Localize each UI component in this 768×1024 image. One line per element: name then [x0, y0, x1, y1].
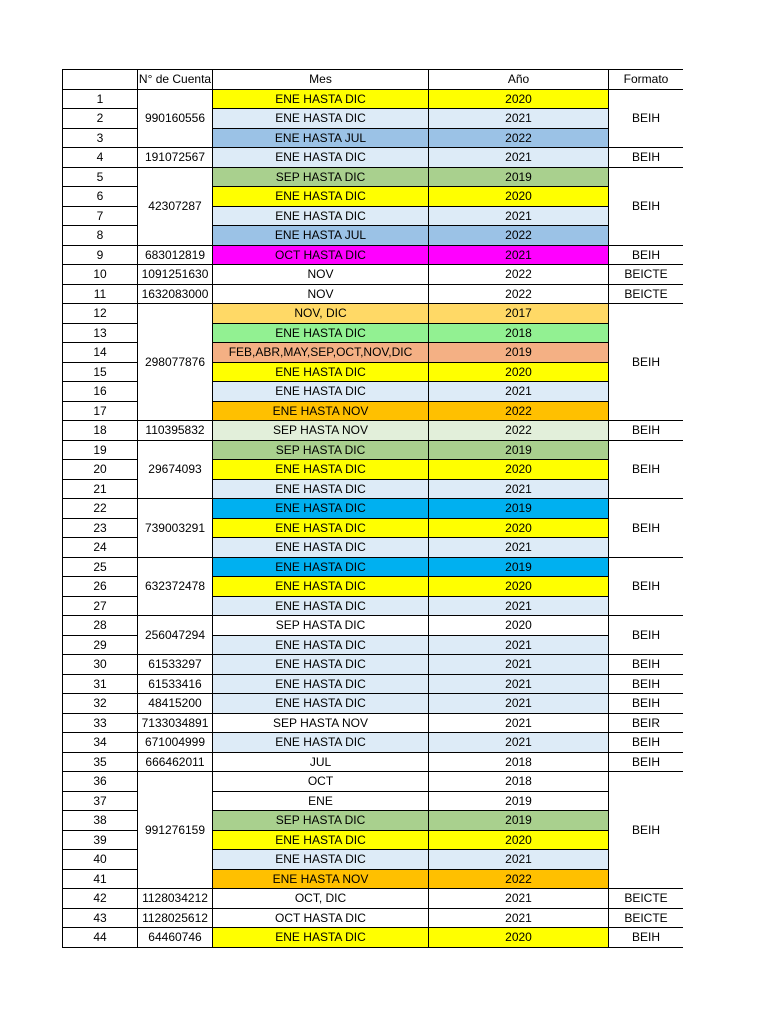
mes-cell[interactable]: SEP HASTA DIC [213, 167, 429, 187]
mes-cell[interactable]: ENE HASTA DIC [213, 538, 429, 558]
cuenta-cell[interactable]: 256047294 [138, 616, 213, 655]
row-number-cell[interactable]: 44 [63, 928, 138, 948]
formato-cell[interactable]: BEICTE [609, 889, 684, 909]
mes-cell[interactable]: ENE HASTA DIC [213, 109, 429, 129]
anio-cell[interactable]: 2021 [429, 538, 609, 558]
row-number-cell[interactable]: 26 [63, 577, 138, 597]
anio-cell[interactable]: 2020 [429, 830, 609, 850]
mes-cell[interactable]: ENE HASTA DIC [213, 577, 429, 597]
anio-cell[interactable]: 2022 [429, 869, 609, 889]
anio-cell[interactable]: 2021 [429, 382, 609, 402]
mes-cell[interactable]: NOV, DIC [213, 304, 429, 324]
table-row [63, 421, 684, 441]
header-row [63, 70, 684, 90]
anio-cell[interactable]: 2021 [429, 635, 609, 655]
anio-cell[interactable]: 2022 [429, 401, 609, 421]
anio-cell[interactable]: 2019 [429, 440, 609, 460]
row-number-cell[interactable]: 2 [63, 109, 138, 129]
cuenta-cell[interactable]: 990160556 [138, 89, 213, 148]
mes-cell[interactable]: ENE HASTA DIC [213, 596, 429, 616]
anio-cell[interactable]: 2021 [429, 908, 609, 928]
row-number-cell[interactable]: 24 [63, 538, 138, 558]
mes-cell[interactable]: ENE HASTA DIC [213, 148, 429, 168]
anio-cell[interactable]: 2020 [429, 460, 609, 480]
table-row [63, 908, 684, 928]
header-formato[interactable]: Formato [609, 70, 684, 90]
anio-cell[interactable]: 2020 [429, 577, 609, 597]
row-number-cell[interactable]: 3 [63, 128, 138, 148]
row-number-cell[interactable]: 4 [63, 148, 138, 168]
mes-cell[interactable]: JUL [213, 752, 429, 772]
mes-cell[interactable]: ENE HASTA DIC [213, 733, 429, 753]
formato-cell[interactable]: BEIH [609, 148, 684, 168]
row-number-cell[interactable]: 10 [63, 265, 138, 285]
formato-cell[interactable]: BEICTE [609, 284, 684, 304]
row-number-cell[interactable]: 13 [63, 323, 138, 343]
anio-cell[interactable]: 2020 [429, 518, 609, 538]
formato-cell[interactable]: BEIH [609, 655, 684, 675]
row-number-cell[interactable]: 42 [63, 889, 138, 909]
mes-cell[interactable]: ENE HASTA DIC [213, 557, 429, 577]
anio-cell[interactable]: 2017 [429, 304, 609, 324]
anio-cell[interactable]: 2019 [429, 557, 609, 577]
formato-cell[interactable]: BEICTE [609, 265, 684, 285]
anio-cell[interactable]: 2021 [429, 655, 609, 675]
row-number-cell[interactable]: 32 [63, 694, 138, 714]
anio-cell[interactable]: 2022 [429, 421, 609, 441]
table-row [63, 148, 684, 168]
cuenta-cell[interactable]: 29674093 [138, 440, 213, 499]
row-number-cell[interactable]: 31 [63, 674, 138, 694]
row-number-cell[interactable]: 43 [63, 908, 138, 928]
row-number-cell[interactable]: 19 [63, 440, 138, 460]
formato-cell[interactable]: BEIH [609, 245, 684, 265]
mes-cell[interactable]: ENE HASTA DIC [213, 382, 429, 402]
mes-cell[interactable]: ENE [213, 791, 429, 811]
anio-cell[interactable]: 2022 [429, 226, 609, 246]
formato-cell[interactable]: BEIH [609, 694, 684, 714]
anio-cell[interactable]: 2020 [429, 616, 609, 636]
mes-cell[interactable]: SEP HASTA NOV [213, 713, 429, 733]
table-body [63, 89, 684, 947]
formato-cell[interactable]: BEIH [609, 752, 684, 772]
row-number-cell[interactable]: 22 [63, 499, 138, 519]
row-number-cell[interactable]: 18 [63, 421, 138, 441]
anio-cell[interactable]: 2021 [429, 206, 609, 226]
row-number-cell[interactable]: 37 [63, 791, 138, 811]
mes-cell[interactable]: ENE HASTA DIC [213, 187, 429, 207]
mes-cell[interactable]: SEP HASTA DIC [213, 440, 429, 460]
header-cuenta[interactable]: N° de Cuenta [138, 70, 213, 90]
table-row [63, 694, 684, 714]
formato-cell[interactable]: BEIH [609, 616, 684, 655]
mes-cell[interactable]: ENE HASTA DIC [213, 518, 429, 538]
row-number-cell[interactable]: 29 [63, 635, 138, 655]
cuenta-cell[interactable]: 7133034891 [138, 713, 213, 733]
row-number-cell[interactable]: 20 [63, 460, 138, 480]
anio-cell[interactable]: 2019 [429, 499, 609, 519]
formato-cell[interactable]: BEIR [609, 713, 684, 733]
mes-cell[interactable]: ENE HASTA DIC [213, 655, 429, 675]
anio-cell[interactable]: 2021 [429, 148, 609, 168]
cuenta-cell[interactable]: 61533416 [138, 674, 213, 694]
table-row [63, 167, 684, 187]
row-number-cell[interactable]: 5 [63, 167, 138, 187]
anio-cell[interactable]: 2018 [429, 772, 609, 792]
mes-cell[interactable]: ENE HASTA DIC [213, 323, 429, 343]
row-number-cell[interactable]: 39 [63, 830, 138, 850]
mes-cell[interactable]: FEB,ABR,MAY,SEP,OCT,NOV,DIC [213, 343, 429, 363]
row-number-cell[interactable]: 1 [63, 89, 138, 109]
anio-cell[interactable]: 2019 [429, 811, 609, 831]
mes-cell[interactable]: ENE HASTA NOV [213, 401, 429, 421]
mes-cell[interactable]: ENE HASTA DIC [213, 635, 429, 655]
anio-cell[interactable]: 2019 [429, 791, 609, 811]
mes-cell[interactable]: ENE HASTA DIC [213, 928, 429, 948]
formato-cell[interactable]: BEIH [609, 772, 684, 889]
table-row [63, 752, 684, 772]
anio-cell[interactable]: 2019 [429, 167, 609, 187]
mes-cell[interactable]: NOV [213, 284, 429, 304]
mes-cell[interactable]: ENE HASTA JUL [213, 226, 429, 246]
row-number-cell[interactable]: 7 [63, 206, 138, 226]
formato-cell[interactable]: BEIH [609, 304, 684, 421]
cuenta-cell[interactable]: 61533297 [138, 655, 213, 675]
table-row [63, 674, 684, 694]
row-number-cell[interactable]: 9 [63, 245, 138, 265]
anio-cell[interactable]: 2019 [429, 343, 609, 363]
header-mes[interactable]: Mes [213, 70, 429, 90]
anio-cell[interactable]: 2021 [429, 674, 609, 694]
row-number-cell[interactable]: 27 [63, 596, 138, 616]
anio-cell[interactable]: 2021 [429, 596, 609, 616]
mes-cell[interactable]: ENE HASTA DIC [213, 694, 429, 714]
mes-cell[interactable]: ENE HASTA DIC [213, 89, 429, 109]
cuenta-cell[interactable]: 191072567 [138, 148, 213, 168]
cuenta-cell[interactable]: 666462011 [138, 752, 213, 772]
table-row [63, 245, 684, 265]
cuenta-cell[interactable]: 671004999 [138, 733, 213, 753]
table-row [63, 557, 684, 577]
cuenta-cell[interactable]: 739003291 [138, 499, 213, 558]
formato-cell[interactable]: BEIH [609, 499, 684, 558]
mes-cell[interactable]: OCT [213, 772, 429, 792]
mes-cell[interactable]: OCT, DIC [213, 889, 429, 909]
table-row [63, 284, 684, 304]
table-row [63, 304, 684, 324]
row-number-cell[interactable]: 17 [63, 401, 138, 421]
row-number-cell[interactable]: 41 [63, 869, 138, 889]
table-row [63, 655, 684, 675]
anio-cell[interactable]: 2021 [429, 694, 609, 714]
row-number-cell[interactable]: 40 [63, 850, 138, 870]
row-number-cell[interactable]: 12 [63, 304, 138, 324]
formato-cell[interactable]: BEIH [609, 421, 684, 441]
row-number-cell[interactable]: 23 [63, 518, 138, 538]
table-row [63, 499, 684, 519]
formato-cell[interactable]: BEIH [609, 167, 684, 245]
cuenta-cell[interactable]: 64460746 [138, 928, 213, 948]
anio-cell[interactable]: 2021 [429, 889, 609, 909]
mes-cell[interactable]: ENE HASTA JUL [213, 128, 429, 148]
formato-cell[interactable]: BEIH [609, 928, 684, 948]
mes-cell[interactable]: NOV [213, 265, 429, 285]
anio-cell[interactable]: 2021 [429, 733, 609, 753]
mes-cell[interactable]: ENE HASTA DIC [213, 499, 429, 519]
row-number-cell[interactable]: 8 [63, 226, 138, 246]
row-number-cell[interactable]: 34 [63, 733, 138, 753]
corner-header[interactable] [63, 70, 138, 90]
cuenta-cell[interactable]: 42307287 [138, 167, 213, 245]
cuenta-cell[interactable]: 991276159 [138, 772, 213, 889]
anio-cell[interactable]: 2021 [429, 245, 609, 265]
row-number-cell[interactable]: 33 [63, 713, 138, 733]
table-row [63, 889, 684, 909]
cuenta-cell[interactable]: 110395832 [138, 421, 213, 441]
cuenta-cell[interactable]: 48415200 [138, 694, 213, 714]
anio-cell[interactable]: 2021 [429, 713, 609, 733]
cuenta-cell[interactable]: 632372478 [138, 557, 213, 616]
anio-cell[interactable]: 2018 [429, 752, 609, 772]
row-number-cell[interactable]: 16 [63, 382, 138, 402]
anio-cell[interactable]: 2020 [429, 187, 609, 207]
mes-cell[interactable]: OCT HASTA DIC [213, 908, 429, 928]
row-number-cell[interactable]: 30 [63, 655, 138, 675]
row-number-cell[interactable]: 28 [63, 616, 138, 636]
anio-cell[interactable]: 2022 [429, 284, 609, 304]
table-row [63, 772, 684, 792]
cuenta-cell[interactable]: 1632083000 [138, 284, 213, 304]
mes-cell[interactable]: ENE HASTA DIC [213, 479, 429, 499]
anio-cell[interactable]: 2020 [429, 362, 609, 382]
anio-cell[interactable]: 2021 [429, 850, 609, 870]
formato-cell[interactable]: BEICTE [609, 908, 684, 928]
mes-cell[interactable]: OCT HASTA DIC [213, 245, 429, 265]
table-row [63, 733, 684, 753]
formato-cell[interactable]: BEIH [609, 733, 684, 753]
table-row [63, 265, 684, 285]
formato-cell[interactable]: BEIH [609, 89, 684, 148]
mes-cell[interactable]: SEP HASTA NOV [213, 421, 429, 441]
cuenta-cell[interactable]: 298077876 [138, 304, 213, 421]
mes-cell[interactable]: ENE HASTA DIC [213, 206, 429, 226]
table-row [63, 928, 684, 948]
mes-cell[interactable]: ENE HASTA DIC [213, 850, 429, 870]
accounts-table [62, 69, 683, 948]
cuenta-cell[interactable]: 1091251630 [138, 265, 213, 285]
row-number-cell[interactable]: 6 [63, 187, 138, 207]
table-row [63, 89, 684, 109]
anio-cell[interactable]: 2020 [429, 928, 609, 948]
mes-cell[interactable]: SEP HASTA DIC [213, 811, 429, 831]
row-number-cell[interactable]: 35 [63, 752, 138, 772]
table-row [63, 616, 684, 636]
header-anio[interactable]: Año [429, 70, 609, 90]
row-number-cell[interactable]: 15 [63, 362, 138, 382]
anio-cell[interactable]: 2022 [429, 128, 609, 148]
anio-cell[interactable]: 2021 [429, 109, 609, 129]
mes-cell[interactable]: ENE HASTA NOV [213, 869, 429, 889]
mes-cell[interactable]: ENE HASTA DIC [213, 460, 429, 480]
mes-cell[interactable]: SEP HASTA DIC [213, 616, 429, 636]
row-number-cell[interactable]: 25 [63, 557, 138, 577]
row-number-cell[interactable]: 14 [63, 343, 138, 363]
row-number-cell[interactable]: 36 [63, 772, 138, 792]
cuenta-cell[interactable]: 1128025612 [138, 908, 213, 928]
formato-cell[interactable]: BEIH [609, 674, 684, 694]
mes-cell[interactable]: ENE HASTA DIC [213, 674, 429, 694]
formato-cell[interactable]: BEIH [609, 440, 684, 499]
mes-cell[interactable]: ENE HASTA DIC [213, 830, 429, 850]
spreadsheet [62, 69, 683, 948]
row-number-cell[interactable]: 38 [63, 811, 138, 831]
anio-cell[interactable]: 2020 [429, 89, 609, 109]
anio-cell[interactable]: 2021 [429, 479, 609, 499]
row-number-cell[interactable]: 11 [63, 284, 138, 304]
anio-cell[interactable]: 2022 [429, 265, 609, 285]
table-row [63, 440, 684, 460]
cuenta-cell[interactable]: 1128034212 [138, 889, 213, 909]
table-row [63, 713, 684, 733]
cuenta-cell[interactable]: 683012819 [138, 245, 213, 265]
formato-cell[interactable]: BEIH [609, 557, 684, 616]
mes-cell[interactable]: ENE HASTA DIC [213, 362, 429, 382]
row-number-cell[interactable]: 21 [63, 479, 138, 499]
anio-cell[interactable]: 2018 [429, 323, 609, 343]
